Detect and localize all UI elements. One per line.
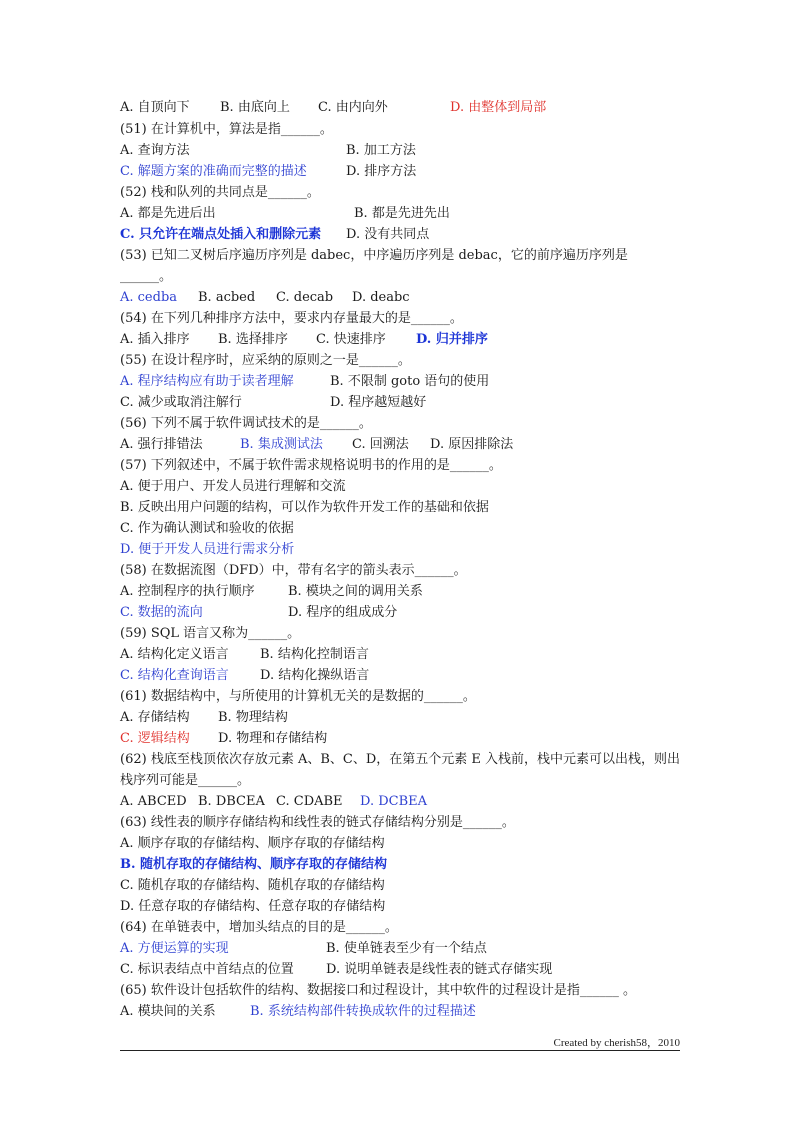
line-text: (54) 在下列几种排序方法中，要求内存量最大的是______。 [120,311,463,326]
line-text: C. 作为确认测试和验收的依据 [120,521,294,536]
option-text: D. DCBEA [360,794,428,809]
line-text: 栈序列可能是______。 [120,773,251,788]
option-text: C. 由内向外 [318,100,388,115]
option-text: A. cedba [120,290,178,305]
option-text: C. 解题方案的准确而完整的描述 [120,164,307,179]
line-text: (64) 在单链表中，增加头结点的目的是______。 [120,920,398,935]
footer-credit: Created by cherish58，2010 [553,1037,680,1049]
line-text: B. 反映出用户问题的结构，可以作为软件开发工作的基础和依据 [120,500,489,515]
option-text: A. 自顶向下 [120,100,190,115]
line-text: (61) 数据结构中，与所使用的计算机无关的是数据的______。 [120,689,476,704]
footer-rule [120,1050,680,1051]
option-text: C. 标识表结点中首结点的位置 [120,962,294,977]
option-text: B. 不限制 goto 语句的使用 [330,374,490,389]
option-text: A. 查询方法 [120,143,190,158]
option-text: A. 结构化定义语言 [120,647,229,662]
option-text: A. 插入排序 [120,332,190,347]
option-text: D. 程序的组成成分 [288,605,398,620]
option-text: B. 物理结构 [218,710,288,725]
option-text: B. 模块之间的调用关系 [288,584,423,599]
option-text: D. 排序方法 [346,164,417,179]
line-text: (63) 线性表的顺序存储结构和线性表的链式存储结构分别是______。 [120,815,515,830]
line-text: B. 随机存取的存储结构、顺序存取的存储结构 [120,857,388,872]
option-text: B. 都是先进先出 [354,206,450,221]
line-text: (56) 下列不属于软件调试技术的是______。 [120,416,372,431]
option-text: D. 程序越短越好 [330,395,427,410]
option-text: D. 归并排序 [416,332,488,347]
option-text: A. 模块间的关系 [120,1004,216,1019]
option-text: C. 减少或取消注解行 [120,395,242,410]
option-text: B. 加工方法 [346,143,416,158]
option-text: A. 控制程序的执行顺序 [120,584,255,599]
option-text: C. CDABE [276,794,343,809]
line-text: (53) 已知二叉树后序遍历序列是 dabec，中序遍历序列是 debac，它的前序遍历序列是 [120,248,628,263]
option-text: D. 没有共同点 [346,227,430,242]
line-text: (52) 栈和队列的共同点是______。 [120,185,320,200]
option-text: C. 回溯法 [352,437,409,452]
option-text: B. 由底向上 [220,100,290,115]
option-text: B. acbed [198,290,256,305]
option-text: C. 只允许在端点处插入和删除元素 [120,227,322,242]
option-text: B. 集成测试法 [240,437,323,452]
option-text: D. 说明单链表是线性表的链式存储实现 [326,962,553,977]
option-text: D. deabc [352,290,410,305]
line-text: C. 随机存取的存储结构、随机存取的存储结构 [120,878,385,893]
option-text: D. 结构化操纵语言 [260,668,370,683]
option-text: A. 存储结构 [120,710,190,725]
line-text: A. 顺序存取的存储结构、顺序存取的存储结构 [120,836,385,851]
line-text: D. 任意存取的存储结构、任意存取的存储结构 [120,899,386,914]
line-text: (62) 栈底至栈顶依次存放元素 A、B、C、D，在第五个元素 E 入栈前，栈中元素可以出栈，则出 [120,752,681,767]
option-text: C. 结构化查询语言 [120,668,229,683]
option-text: B. 结构化控制语言 [260,647,369,662]
line-text: (65) 软件设计包括软件的结构、数据接口和过程设计，其中软件的过程设计是指______ 。 [120,983,636,998]
option-text: A. 都是先进后出 [120,206,216,221]
option-text: C. 数据的流向 [120,605,203,620]
option-text: D. 由整体到局部 [450,100,547,115]
option-text: C. decab [276,290,334,305]
option-text: A. 强行排错法 [120,437,203,452]
option-text: D. 物理和存储结构 [218,731,328,746]
option-text: B. 使单链表至少有一个结点 [326,941,487,956]
option-text: B. 系统结构部件转换成软件的过程描述 [250,1004,476,1019]
option-text: B. 选择排序 [218,332,288,347]
option-text: C. 快速排序 [316,332,386,347]
line-text: (58) 在数据流图（DFD）中，带有名字的箭头表示______。 [120,563,467,578]
option-text: D. 原因排除法 [430,437,514,452]
option-text: A. 程序结构应有助于读者理解 [120,374,294,389]
line-text: A. 便于用户、开发人员进行理解和交流 [120,479,346,494]
option-text: B. DBCEA [198,794,265,809]
line-text: D. 便于开发人员进行需求分析 [120,542,295,557]
line-text: ______。 [120,269,173,284]
line-text: (51) 在计算机中，算法是指______。 [120,122,333,137]
line-text: (55) 在设计程序时，应采纳的原则之一是______。 [120,353,411,368]
line-text: (57) 下列叙述中，不属于软件需求规格说明书的作用的是______。 [120,458,502,473]
option-text: A. ABCED [120,794,187,809]
option-text: A. 方便运算的实现 [120,941,229,956]
option-text: C. 逻辑结构 [120,731,190,746]
line-text: (59) SQL 语言又称为______。 [120,626,301,641]
